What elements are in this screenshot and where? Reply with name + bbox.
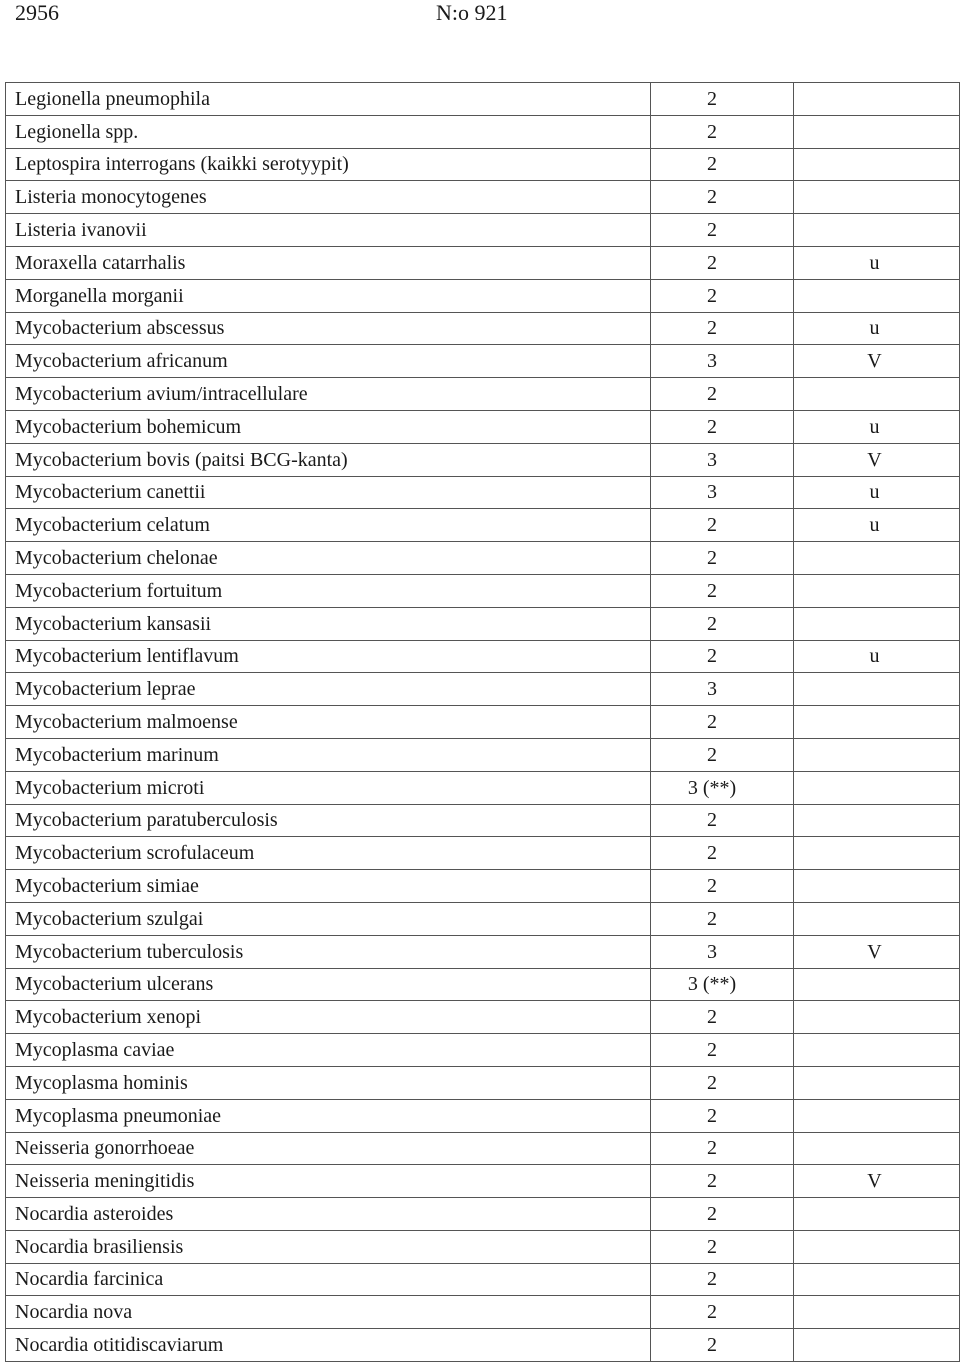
organism-name-cell: Mycobacterium microti xyxy=(6,771,651,804)
note-cell xyxy=(794,1034,960,1067)
risk-class-cell: 2 xyxy=(651,214,794,247)
organism-name-cell: Mycobacterium bohemicum xyxy=(6,410,651,443)
risk-class-cell: 2 xyxy=(651,1296,794,1329)
note-cell xyxy=(794,771,960,804)
note-cell xyxy=(794,115,960,148)
page-number: 2956 xyxy=(15,0,59,25)
organism-name-cell: Mycobacterium ulcerans xyxy=(6,968,651,1001)
note-cell xyxy=(794,607,960,640)
risk-class-cell: 2 xyxy=(651,902,794,935)
risk-class-cell: 2 xyxy=(651,1099,794,1132)
note-cell xyxy=(794,1099,960,1132)
note-cell xyxy=(794,279,960,312)
risk-class-cell: 2 xyxy=(651,509,794,542)
risk-class-cell: 2 xyxy=(651,574,794,607)
risk-class-cell: 2 xyxy=(651,837,794,870)
risk-class-cell: 2 xyxy=(651,1034,794,1067)
organism-name-cell: Listeria monocytogenes xyxy=(6,181,651,214)
note-cell: u xyxy=(794,246,960,279)
note-cell xyxy=(794,214,960,247)
table-row xyxy=(6,410,960,443)
issue-number: N:o 921 xyxy=(436,0,508,25)
risk-class-cell: 3 (**) xyxy=(651,771,794,804)
note-cell xyxy=(794,542,960,575)
risk-class-cell: 2 xyxy=(651,1230,794,1263)
note-cell xyxy=(794,804,960,837)
table-row xyxy=(6,476,960,509)
risk-class-cell: 2 xyxy=(651,1066,794,1099)
organism-name-cell: Mycobacterium paratuberculosis xyxy=(6,804,651,837)
risk-class-cell: 2 xyxy=(651,1001,794,1034)
organism-name-cell: Mycobacterium szulgai xyxy=(6,902,651,935)
table-row xyxy=(6,181,960,214)
organism-name-cell: Legionella spp. xyxy=(6,115,651,148)
organism-table-container xyxy=(5,82,959,1362)
note-cell xyxy=(794,1296,960,1329)
table-row xyxy=(6,1001,960,1034)
risk-class-cell: 3 xyxy=(651,443,794,476)
organism-name-cell: Mycoplasma caviae xyxy=(6,1034,651,1067)
risk-class-cell: 2 xyxy=(651,804,794,837)
table-row xyxy=(6,771,960,804)
note-cell xyxy=(794,181,960,214)
risk-class-cell: 3 xyxy=(651,935,794,968)
note-cell xyxy=(794,968,960,1001)
note-cell xyxy=(794,1263,960,1296)
risk-class-cell: 2 xyxy=(651,1165,794,1198)
organism-name-cell: Mycoplasma hominis xyxy=(6,1066,651,1099)
risk-class-cell: 2 xyxy=(651,148,794,181)
table-row xyxy=(6,279,960,312)
table-row xyxy=(6,214,960,247)
organism-name-cell: Neisseria gonorrhoeae xyxy=(6,1132,651,1165)
note-cell: V xyxy=(794,1165,960,1198)
organism-name-cell: Mycobacterium xenopi xyxy=(6,1001,651,1034)
note-cell: u xyxy=(794,476,960,509)
page-header xyxy=(0,0,960,30)
table-row xyxy=(6,443,960,476)
table-row xyxy=(6,1329,960,1362)
table-row xyxy=(6,246,960,279)
table-row xyxy=(6,837,960,870)
note-cell xyxy=(794,1230,960,1263)
table-row xyxy=(6,607,960,640)
organism-name-cell: Nocardia nova xyxy=(6,1296,651,1329)
risk-class-cell: 2 xyxy=(651,378,794,411)
note-cell: u xyxy=(794,640,960,673)
risk-class-cell: 2 xyxy=(651,1329,794,1362)
organism-name-cell: Leptospira interrogans (kaikki serotyypit) xyxy=(6,148,651,181)
risk-class-cell: 2 xyxy=(651,1263,794,1296)
note-cell xyxy=(794,1001,960,1034)
table-row xyxy=(6,345,960,378)
organism-name-cell: Mycobacterium bovis (paitsi BCG-kanta) xyxy=(6,443,651,476)
organism-name-cell: Mycobacterium marinum xyxy=(6,738,651,771)
note-cell: u xyxy=(794,312,960,345)
risk-class-cell: 2 xyxy=(651,279,794,312)
risk-class-cell: 3 xyxy=(651,476,794,509)
table-body xyxy=(6,83,960,1362)
table-row xyxy=(6,902,960,935)
organism-name-cell: Nocardia otitidiscaviarum xyxy=(6,1329,651,1362)
note-cell xyxy=(794,83,960,116)
organism-classification-table xyxy=(5,82,960,1362)
note-cell xyxy=(794,1329,960,1362)
organism-name-cell: Mycobacterium malmoense xyxy=(6,706,651,739)
organism-name-cell: Mycobacterium scrofulaceum xyxy=(6,837,651,870)
organism-name-cell: Mycoplasma pneumoniae xyxy=(6,1099,651,1132)
table-row xyxy=(6,968,960,1001)
table-row xyxy=(6,312,960,345)
table-row xyxy=(6,378,960,411)
note-cell xyxy=(794,1132,960,1165)
table-row xyxy=(6,509,960,542)
organism-name-cell: Mycobacterium fortuitum xyxy=(6,574,651,607)
note-cell xyxy=(794,902,960,935)
organism-name-cell: Mycobacterium simiae xyxy=(6,870,651,903)
risk-class-cell: 2 xyxy=(651,181,794,214)
table-row xyxy=(6,1296,960,1329)
risk-class-cell: 2 xyxy=(651,738,794,771)
risk-class-cell: 3 xyxy=(651,345,794,378)
organism-name-cell: Mycobacterium chelonae xyxy=(6,542,651,575)
organism-name-cell: Mycobacterium abscessus xyxy=(6,312,651,345)
table-row xyxy=(6,804,960,837)
table-row xyxy=(6,870,960,903)
table-row xyxy=(6,1198,960,1231)
table-row xyxy=(6,574,960,607)
note-cell xyxy=(794,1066,960,1099)
table-row xyxy=(6,1165,960,1198)
organism-name-cell: Nocardia brasiliensis xyxy=(6,1230,651,1263)
note-cell xyxy=(794,706,960,739)
risk-class-cell: 2 xyxy=(651,870,794,903)
organism-name-cell: Morganella morganii xyxy=(6,279,651,312)
note-cell: V xyxy=(794,935,960,968)
note-cell xyxy=(794,837,960,870)
table-row xyxy=(6,1099,960,1132)
organism-name-cell: Mycobacterium canettii xyxy=(6,476,651,509)
risk-class-cell: 2 xyxy=(651,115,794,148)
note-cell xyxy=(794,1198,960,1231)
organism-name-cell: Mycobacterium lentiflavum xyxy=(6,640,651,673)
table-row xyxy=(6,640,960,673)
note-cell: V xyxy=(794,345,960,378)
table-row xyxy=(6,115,960,148)
table-row xyxy=(6,1034,960,1067)
table-row xyxy=(6,673,960,706)
table-row xyxy=(6,542,960,575)
table-row xyxy=(6,935,960,968)
organism-name-cell: Nocardia asteroides xyxy=(6,1198,651,1231)
note-cell xyxy=(794,378,960,411)
table-row xyxy=(6,1066,960,1099)
table-row xyxy=(6,148,960,181)
note-cell xyxy=(794,870,960,903)
risk-class-cell: 2 xyxy=(651,1198,794,1231)
note-cell xyxy=(794,738,960,771)
organism-name-cell: Mycobacterium celatum xyxy=(6,509,651,542)
risk-class-cell: 2 xyxy=(651,1132,794,1165)
organism-name-cell: Mycobacterium africanum xyxy=(6,345,651,378)
organism-name-cell: Nocardia farcinica xyxy=(6,1263,651,1296)
risk-class-cell: 2 xyxy=(651,410,794,443)
organism-name-cell: Mycobacterium tuberculosis xyxy=(6,935,651,968)
table-row xyxy=(6,1132,960,1165)
risk-class-cell: 2 xyxy=(651,607,794,640)
note-cell xyxy=(794,148,960,181)
risk-class-cell: 3 (**) xyxy=(651,968,794,1001)
note-cell: u xyxy=(794,410,960,443)
organism-name-cell: Mycobacterium avium/intracellulare xyxy=(6,378,651,411)
risk-class-cell: 2 xyxy=(651,542,794,575)
risk-class-cell: 2 xyxy=(651,83,794,116)
organism-name-cell: Mycobacterium kansasii xyxy=(6,607,651,640)
organism-name-cell: Legionella pneumophila xyxy=(6,83,651,116)
table-row xyxy=(6,1230,960,1263)
note-cell: V xyxy=(794,443,960,476)
organism-name-cell: Mycobacterium leprae xyxy=(6,673,651,706)
table-row xyxy=(6,738,960,771)
note-cell xyxy=(794,574,960,607)
table-row xyxy=(6,83,960,116)
note-cell xyxy=(794,673,960,706)
organism-name-cell: Moraxella catarrhalis xyxy=(6,246,651,279)
organism-name-cell: Listeria ivanovii xyxy=(6,214,651,247)
risk-class-cell: 2 xyxy=(651,706,794,739)
risk-class-cell: 2 xyxy=(651,246,794,279)
organism-name-cell: Neisseria meningitidis xyxy=(6,1165,651,1198)
risk-class-cell: 3 xyxy=(651,673,794,706)
risk-class-cell: 2 xyxy=(651,640,794,673)
table-row xyxy=(6,1263,960,1296)
table-row xyxy=(6,706,960,739)
risk-class-cell: 2 xyxy=(651,312,794,345)
note-cell: u xyxy=(794,509,960,542)
